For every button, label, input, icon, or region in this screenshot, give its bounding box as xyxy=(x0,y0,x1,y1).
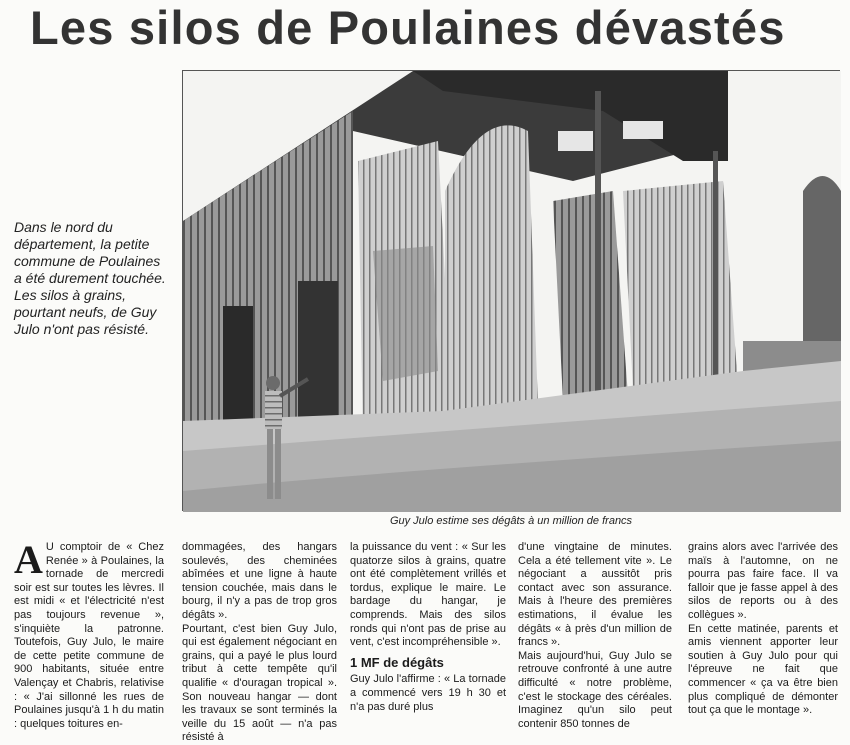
photo-illustration xyxy=(183,71,841,512)
article-column-3 xyxy=(350,541,506,713)
article-column-2 xyxy=(182,541,337,744)
article-column-1 xyxy=(14,537,164,730)
photo-caption: Guy Julo estime ses dégâts à un million de francs xyxy=(389,515,633,527)
column-4-paragraph-2: Mais aujourd'hui, Guy Julo se retrouve confronté à une autre difficulté « notre problème, c'est le stockage des céréales. Imaginez qu'un silo peut contenir 850 tonnes de xyxy=(518,649,672,730)
column-1-text: U comptoir de « Chez Renée » à Poulaines, la tornade de mercredi soir est sur toutes les lèvres. Il est midi « et l'électricité n'est pas toujours revenue », s'inquiète la patronne. Toutefois, Guy Julo, le maire de cette petite commune de 900 habitants, située entre Valençay et Chabris, relativise : « J'ai sillonné les rues de Poulaines jusqu'à 1 h du matin : quelques toitures en- xyxy=(14,541,164,730)
drop-cap: A xyxy=(14,537,43,582)
article-lead: Dans le nord du département, la petite commune de Poulaines a été durement touchée. Les silos à grains, pourtant neufs, de Guy Julo n'ont pas résisté. xyxy=(14,219,166,337)
column-2-paragraph-1: dommagées, des hangars soulevés, des cheminées abîmées et une ligne à haute tension couchée, mais dans le bourg, il n'y a pas de trop gros dégâts ». xyxy=(182,541,337,621)
article-column-5 xyxy=(688,541,838,717)
photo-damaged-silos xyxy=(182,70,840,511)
column-3-paragraph-1: la puissance du vent : « Sur les quatorze silos à grains, quatre ont été complètement vrillés et tordus, explique le maire. Le bardage du hangar, je comprends. Mais des silos ronds qui n'ont pas de prise au vent, c'est incompréhensible ». xyxy=(350,541,506,649)
column-4-paragraph-1: d'une vingtaine de minutes. Cela a été tellement vite ». Le négociant a aussitôt pris contact avec son assurance. Mais à l'heure des premières estimations, il évalue les dégâts « à près d'un million de francs ». xyxy=(518,541,672,649)
article-column-4 xyxy=(518,541,672,730)
column-2-paragraph-2: Pourtant, c'est bien Guy Julo, qui est également négociant en grains, qui a payé le plus lourd tribut à cette tempête qu'il qualifie « d'ouragan tropical ». Son nouveau hangar — dont les travaux se sont terminés la veille du 15 août — n'a pas résisté à xyxy=(182,622,337,744)
headline: Les silos de Poulaines dévastés xyxy=(30,1,786,54)
column-5-paragraph-1: grains alors avec l'arrivée des maïs à l'automne, on ne pourra pas faire face. Il va falloir que je fasse appel à des silos de reports ou à des collègues ». xyxy=(688,541,838,621)
subhead: 1 MF de dégâts xyxy=(350,654,444,670)
column-5-paragraph-2: En cette matinée, parents et amis viennent apporter leur soutien à Guy Julo pour qui l'épreuve ne fait que commencer « ça va être bien plus compliqué de démonter tout ça que le montage ». xyxy=(688,622,838,717)
column-3-paragraph-2: Guy Julo l'affirme : « La tornade a commencé vers 19 h 30 et n'a pas duré plus xyxy=(350,673,506,713)
